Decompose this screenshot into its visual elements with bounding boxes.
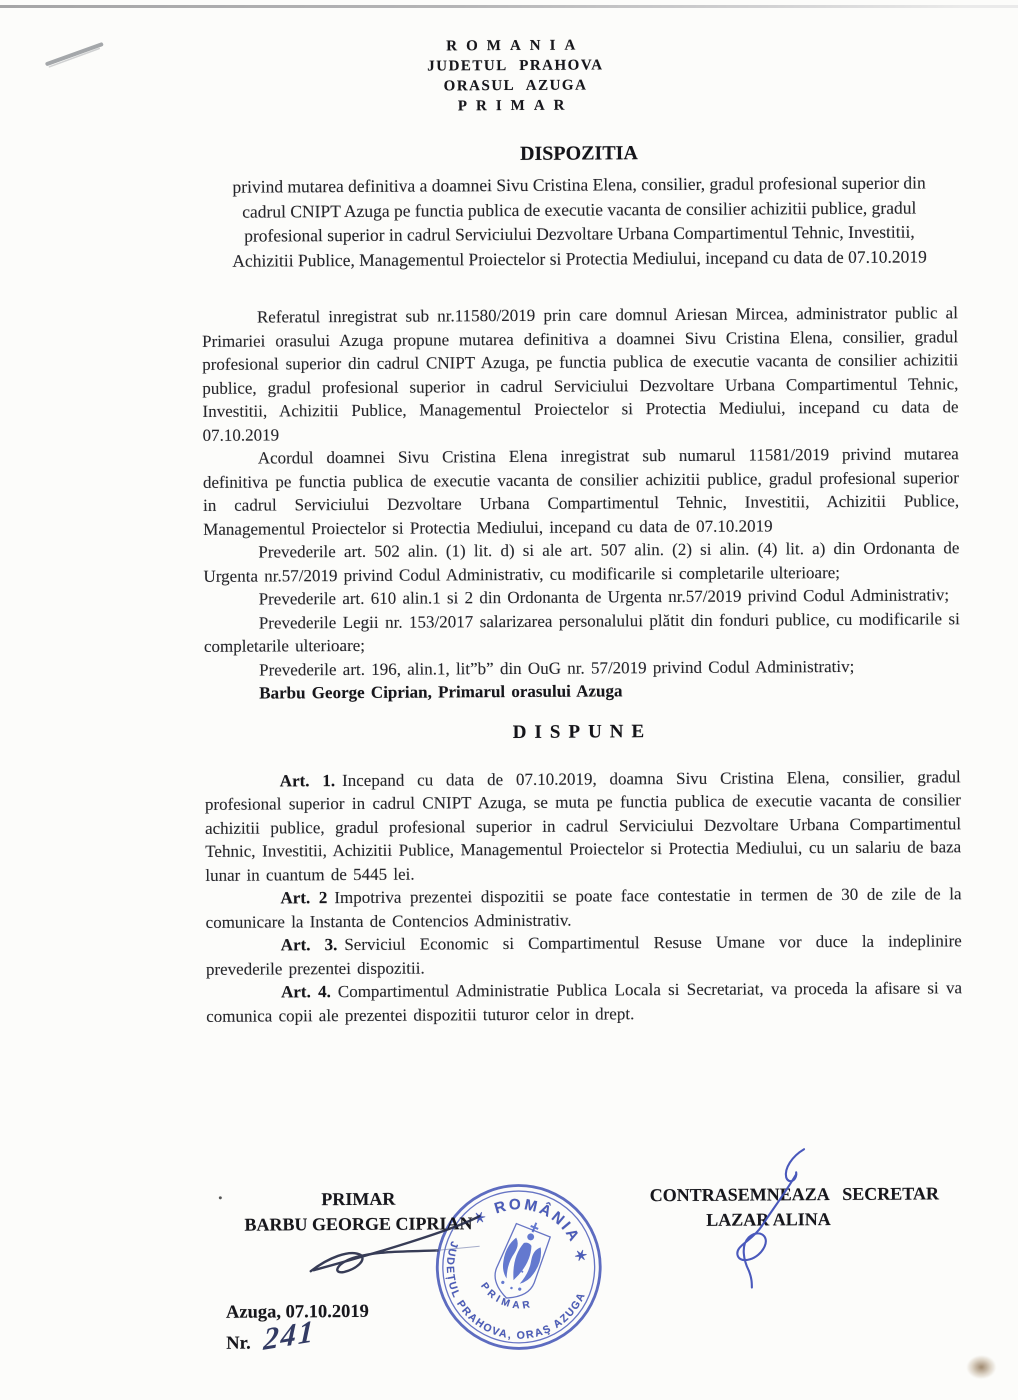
letterhead-country: ROMANIA [446,37,585,55]
letterhead-county: JUDETUL PRAHOVA [427,57,604,75]
article-label: Art. 2 [280,888,328,908]
letterhead-office: PRIMAR [457,97,574,115]
signature-title-primar: · PRIMAR [321,1188,396,1210]
articles-section [205,765,963,1028]
preamble-paragraph: Prevederile art. 610 alin.1 si 2 din Ordonanta de Urgenta nr.57/2019 privind Codul Administrativ; [258,585,950,609]
preamble-paragraph: Prevederile art. 196, alin.1, lit”b” din OuG nr. 57/2019 privind Codul Administrativ; [259,656,855,680]
place-and-date: Azuga, 07.10.2019 [225,1301,369,1323]
official-round-stamp [434,1182,603,1351]
staple-mark [47,44,101,66]
article-paragraph [205,882,961,934]
order-heading: DISPUNE [512,720,653,743]
article-paragraph [206,976,962,1028]
issuer-line: Barbu George Ciprian, Primarul orasului Azuga [259,681,623,703]
signature-name-primar: BARBU GEORGE CIPRIAN [244,1213,473,1235]
stamp-coat-of-arms [488,1215,555,1305]
letterhead [200,34,830,118]
article-text: Compartimentul Administratie Publica Locala si Secretariat, va proceda la afisare si va comunica copii ale prezentei dispozitii tuturor celor in drept. [206,978,963,1026]
article-label: Art. 3. [280,935,338,955]
svg-text:PRIMAR [474,1279,537,1320]
article-text: Incepand cu data de 07.10.2019, doamna Sivu Cristina Elena, consilier, gradul profesional superior in cadrul CNIPT Azuga, se muta pe functia publica de executie vacanta de consilier achizitii publice, gradul profesional superior in cadrul Serviciului Dezvoltare Urbana Compartimentul Tehnic, Investitii, Achizitii Publice, Managementul Proiectelor si Protectia Mediului, cu un salariu de baza lunar in cuantum de 5445 lei. [204,766,962,885]
article-label: Art. 4. [280,982,331,1002]
preamble-section [202,301,960,705]
smudge-artifact [966,1355,996,1379]
letterhead-city: ORASUL AZUGA [443,77,588,95]
stamp-ring-bottom-text: JUDEȚUL PRAHOVA, ORAŞ AZUGA [443,1239,589,1342]
signature-name-secretar: LAZAR ALINA [706,1209,831,1230]
article-text: Impotriva prezentei dispozitii se poate face contestatie in termen de 30 de zile de la comunicare la Instanta de Contencios Administrativ. [205,884,962,932]
signature-title-secretar: CONTRASEMNEAZA SECRETAR [649,1183,939,1206]
stamp-ring-top-text: ✶ ROMÂNIA ✶ [469,1196,590,1266]
preamble-paragraph: Acordul doamnei Sivu Cristina Elena inregistrat sub numarul 11581/2019 privind mutarea definitiva pe functia publica de executie vacanta de consilier achizitii publice, gradul profesional superior in cadrul Serviciului Dezvoltare Urbana Compartimentul Tehnic, Investitii, Achizitii Publice, Managementul Proiectelor si Protectia Mediului, incepand cu data de 07.10.2019 [202,444,960,539]
preamble-paragraph: Prevederile art. 502 alin. (1) lit. d) si ale art. 507 alin. (2) si alin. (4) lit. a) din Ordonanta de Urgenta nr.57/2019 privind Codul Administrativ, cu modificarile si completarile ulterioare; [203,538,960,586]
document-number-line [226,1312,369,1357]
stamp-ring-primar-text: PRIMAR [478,1280,535,1312]
footer-block [226,1299,369,1357]
document-title: DISPOZITIA [519,142,638,165]
preamble-paragraph: Referatul inregistrat sub nr.11580/2019 prin care domnul Ariesan Mircea, administrator public al Primariei orasului Azuga propune mutarea definitiva a doamnei Sivu Cristina Elena, consilier, gradul profesional superior din cadrul CNIPT Azuga, pe functia publica de executie vacanta de consilier achizitii publice, gradul profesional superior in cadrul Serviciului Dezvoltare Urbana Compartimentul Tehnic, Investitii, Achizitii Publice, Managementul Proiectelor si Protectia Mediului, incepand cu data de 07.10.2019 [202,303,959,445]
article-paragraph [205,765,962,887]
document-subtitle: privind mutarea definitiva a doamnei Sivu Cristina Elena, consilier, gradul profesional superior din cadrul CNIPT Azuga pe functia publica de executie vacanta de consilier achizitii publice, gradul profesional superior in cadrul Serviciului Dezvoltare Urbana Compartimentul Tehnic, Investitii, Achizitii Publice, Managementul Proiectelor si Protectia Mediului, incepand cu data de 07.10.2019 [232,172,927,271]
article-label: Art. 1. [279,770,336,790]
preamble-paragraph: Prevederile Legii nr. 153/2017 salarizarea personalului plătit din fonduri publice, cu modificarile si completarile ulterioare; [203,608,960,656]
signature-block-secretar [629,1181,959,1233]
number-label: Nr. [226,1333,251,1354]
article-paragraph [206,929,962,981]
handwritten-number: 241 [262,1312,316,1357]
article-text: Serviciul Economic si Compartimentul Resuse Umane vor duce la indeplinire prevederile prezentei dispozitii. [205,931,962,979]
